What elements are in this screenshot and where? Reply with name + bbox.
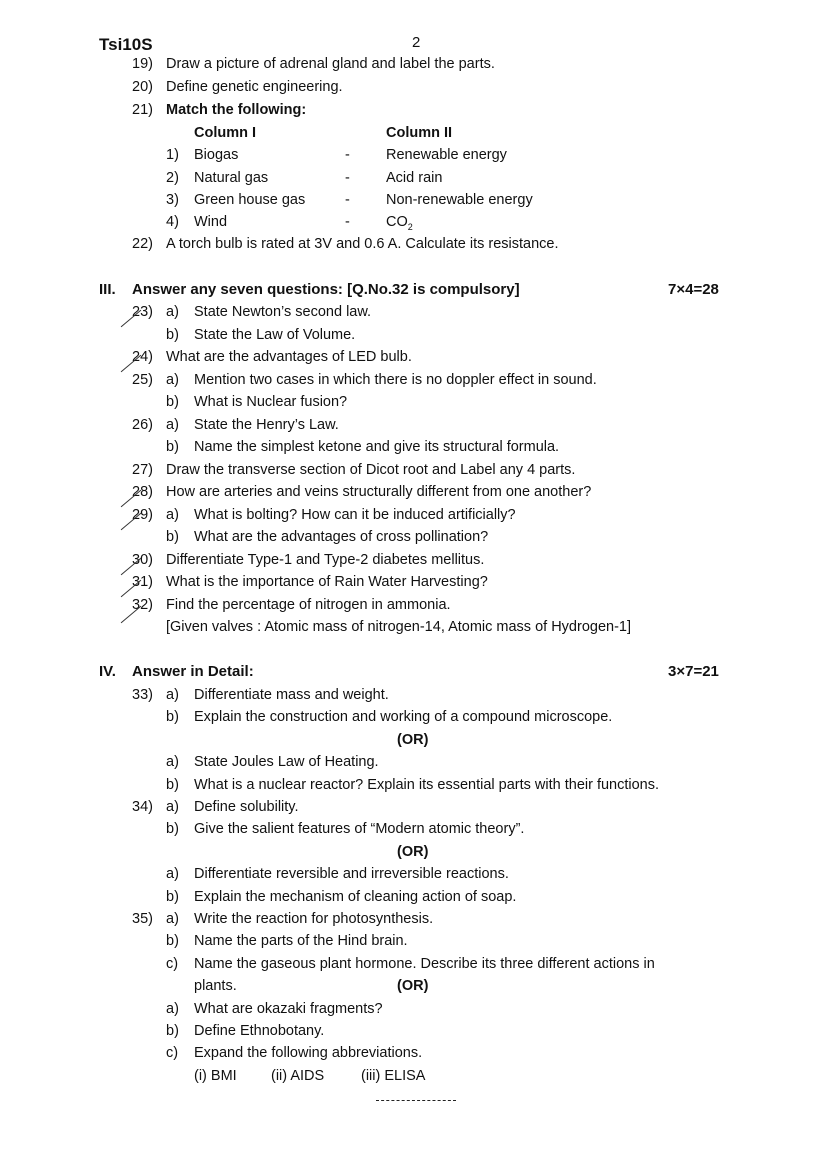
question-number: 24) (132, 349, 153, 365)
match-row-dash: - (345, 170, 350, 186)
match-row-number: 2) (166, 170, 179, 186)
question-text: What are the advantages of LED bulb. (166, 349, 412, 365)
match-row-number: 1) (166, 147, 179, 163)
formula-subscript: 2 (407, 221, 413, 232)
question-number: 34) (132, 799, 153, 815)
abbreviation-item: (i) BMI (194, 1067, 237, 1084)
match-row-number: 4) (166, 214, 179, 230)
question-text: What are okazaki fragments? (194, 1000, 383, 1017)
question-number: 30) (132, 551, 153, 568)
subpart-label: a) (166, 416, 179, 433)
subpart-label: a) (166, 687, 179, 703)
pen-tick-mark (121, 606, 142, 623)
match-row-right: Acid rain (386, 170, 443, 186)
question-text: Define solubility. (194, 799, 299, 815)
or-separator: (OR) (397, 731, 429, 748)
question-text: How are arteries and veins structurally different from one another? (166, 484, 592, 500)
subpart-label: c) (166, 955, 179, 972)
question-text: Explain the construction and working of a compound microscope. (194, 709, 613, 726)
subpart-label: c) (166, 1045, 179, 1062)
question-text: What is a nuclear reactor? Explain its essential parts with their functions. (194, 776, 660, 793)
subpart-label: b) (166, 776, 179, 793)
question-text: Define Ethnobotany. (194, 1023, 325, 1039)
abbreviation-item: (iii) ELISA (361, 1067, 426, 1084)
question-number: 31) (132, 574, 153, 590)
question-text: State Newton’s second law. (194, 304, 372, 320)
match-row-dash: - (345, 214, 350, 230)
column-2-header: Column II (386, 125, 453, 141)
question-number: 33) (132, 687, 153, 703)
question-text: Differentiate reversible and irreversible reactions. (194, 866, 509, 883)
question-text: Explain the mechanism of cleaning action of soap. (194, 888, 517, 905)
question-text: Expand the following abbreviations. (194, 1045, 423, 1062)
abbreviation-item: (ii) AIDS (271, 1067, 325, 1084)
subpart-label: a) (166, 1000, 179, 1017)
paper-code: Tsi10S (99, 35, 153, 54)
subpart-label: a) (166, 371, 179, 388)
question-number: 20) (132, 79, 153, 95)
question-number: 23) (132, 304, 153, 320)
question-number: 19) (132, 56, 153, 72)
subpart-label: a) (166, 754, 179, 771)
subpart-label: b) (166, 394, 179, 410)
question-number: 26) (132, 416, 153, 433)
subpart-label: b) (166, 439, 179, 455)
question-text: Name the simplest ketone and give its structural formula. (194, 439, 560, 455)
subpart-label: a) (166, 304, 179, 320)
question-text: Differentiate Type-1 and Type-2 diabetes mellitus. (166, 551, 485, 568)
question-number: 28) (132, 484, 153, 500)
match-row-dash: - (345, 147, 350, 163)
subpart-label: a) (166, 799, 179, 815)
subpart-label: b) (166, 888, 179, 905)
match-row-right (386, 213, 413, 236)
match-row-left: Natural gas (194, 170, 269, 186)
match-row-number: 3) (166, 192, 179, 208)
question-text: Mention two cases in which there is no doppler effect in sound. (194, 371, 597, 388)
section-marks: 3×7=21 (668, 663, 719, 680)
subpart-label: b) (166, 529, 179, 545)
question-text: State the Law of Volume. (194, 326, 356, 343)
match-row-left: Wind (194, 214, 228, 230)
question-text: Differentiate mass and weight. (194, 687, 389, 703)
or-separator: (OR) (397, 978, 429, 995)
question-text: What is Nuclear fusion? (194, 394, 348, 410)
question-text: State the Henry’s Law. (194, 416, 339, 433)
question-text: Name the gaseous plant hormone. Describe its three different actions in (194, 955, 655, 972)
section-marks: 7×4=28 (668, 281, 719, 298)
question-number: 29) (132, 506, 153, 523)
match-row-right: Renewable energy (386, 147, 507, 163)
or-separator: (OR) (397, 843, 429, 860)
subpart-label: b) (166, 821, 179, 838)
subpart-label: a) (166, 506, 179, 523)
section-numeral: IV. (99, 663, 116, 680)
question-number: 21) (132, 102, 153, 118)
question-text: Name the parts of the Hind brain. (194, 933, 408, 950)
question-text: Find the percentage of nitrogen in ammonia. (166, 596, 451, 613)
section-title: Answer any seven questions: [Q.No.32 is compulsory] (132, 281, 520, 298)
subpart-label: b) (166, 326, 179, 343)
subpart-label: b) (166, 1023, 179, 1039)
subpart-label: b) (166, 709, 179, 726)
column-1-header: Column I (194, 125, 257, 141)
question-number: 25) (132, 371, 153, 388)
question-text: What is the importance of Rain Water Harvesting? (166, 574, 488, 590)
subpart-label: a) (166, 911, 179, 927)
question-number: 32) (132, 596, 153, 613)
match-row-dash: - (345, 192, 350, 208)
subpart-label: a) (166, 866, 179, 883)
question-number: 35) (132, 911, 153, 927)
section-title: Answer in Detail: (132, 663, 254, 680)
question-text: plants. (194, 978, 237, 995)
question-text: What is bolting? How can it be induced artificially? (194, 506, 516, 523)
end-divider (376, 1100, 456, 1101)
question-text: Give the salient features of “Modern atomic theory”. (194, 821, 525, 838)
question-number: 27) (132, 461, 153, 478)
question-text: [Given valves : Atomic mass of nitrogen-14, Atomic mass of Hydrogen-1] (166, 619, 631, 635)
question-text: A torch bulb is rated at 3V and 0.6 A. Calculate its resistance. (166, 236, 559, 252)
section-numeral: III. (99, 281, 116, 298)
question-text: Draw a picture of adrenal gland and label the parts. (166, 56, 495, 72)
question-text: Write the reaction for photosynthesis. (194, 911, 434, 927)
question-text: What are the advantages of cross pollination? (194, 529, 489, 545)
question-text: Define genetic engineering. (166, 79, 343, 95)
question-text: State Joules Law of Heating. (194, 754, 379, 771)
question-text: Draw the transverse section of Dicot root and Label any 4 parts. (166, 461, 576, 478)
page-number: 2 (412, 34, 421, 51)
question-text: Match the following: (166, 102, 307, 118)
match-row-left: Green house gas (194, 192, 306, 208)
match-row-left: Biogas (194, 147, 239, 163)
formula-text: CO (386, 214, 408, 230)
question-number: 22) (132, 236, 153, 252)
match-row-right: Non-renewable energy (386, 192, 533, 208)
subpart-label: b) (166, 933, 179, 950)
